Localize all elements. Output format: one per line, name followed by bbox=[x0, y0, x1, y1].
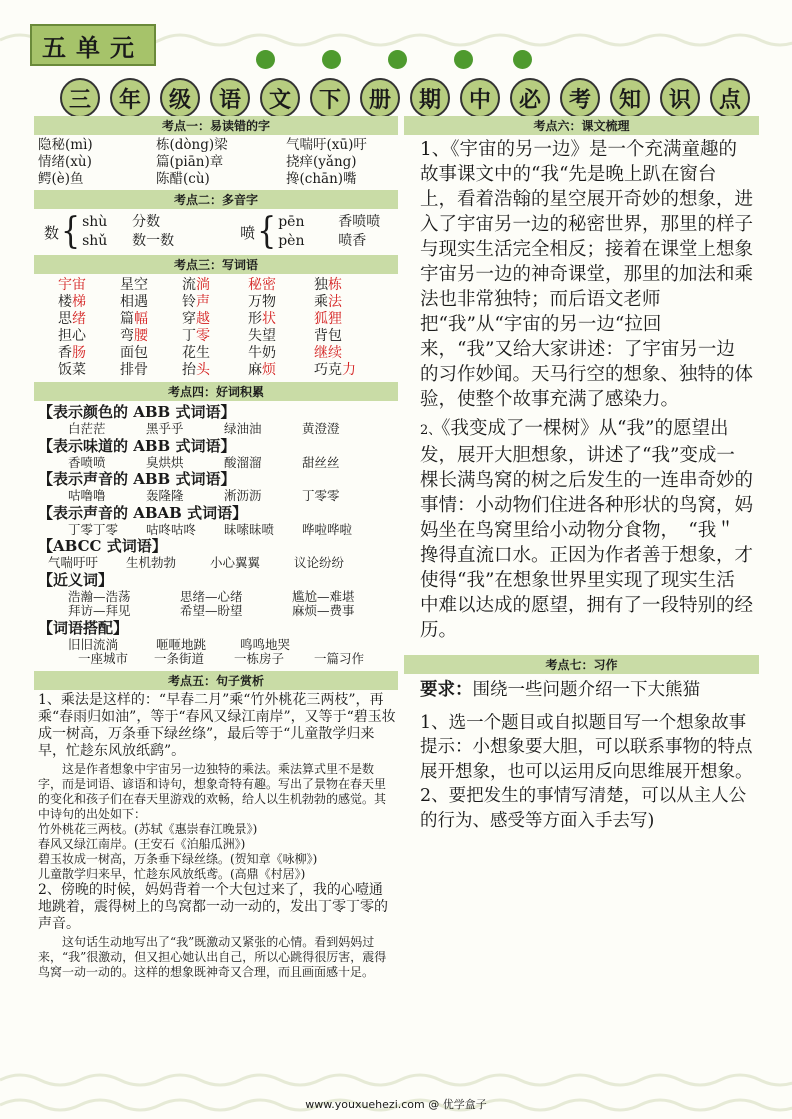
requirement-label: 要求： bbox=[420, 680, 473, 700]
list-item: 丁零零 bbox=[302, 488, 340, 503]
paragraph-number: 2、 bbox=[420, 423, 442, 438]
vocabulary-block bbox=[34, 401, 398, 669]
word-cell: 相遇 bbox=[120, 294, 148, 310]
list-item: 鳄(è)鱼 bbox=[38, 171, 84, 187]
pronunciation-list bbox=[34, 135, 398, 190]
word-cell: 继续 bbox=[314, 345, 342, 361]
word: 数一数 bbox=[132, 233, 175, 249]
quote-line: 竹外桃花三两枝。(苏轼《惠崇春江晚景》) bbox=[38, 821, 258, 836]
unit-tag: 五单元 bbox=[30, 24, 156, 66]
dot-icon bbox=[454, 50, 473, 69]
word-cell: 背包 bbox=[314, 328, 342, 344]
brace-icon: { bbox=[61, 210, 81, 253]
list-item: 隐秘(mì) bbox=[38, 137, 93, 153]
polyphone-char: 喷 bbox=[240, 223, 256, 242]
category-title: 【表示声音的 ABAB 式词语】 bbox=[38, 503, 248, 522]
quote-line: 碧玉妆成一树高，万条垂下绿丝绦。(贺知章《咏柳》) bbox=[38, 851, 318, 866]
word-cell: 形状 bbox=[248, 311, 276, 327]
section-heading: 考点一：易读错的字 bbox=[34, 116, 398, 135]
word-cell: 牛奶 bbox=[248, 345, 276, 361]
list-item: 鸣鸣地哭 bbox=[240, 636, 291, 652]
quote-line: 儿童散学归来早，忙趁东风放纸鸢。(高鼎《村居》) bbox=[38, 866, 306, 881]
word-cell: 穿越 bbox=[182, 311, 210, 327]
section-heading: 考点五：句子赏析 bbox=[34, 671, 398, 690]
paragraph: 2、要把发生的事情写清楚，可以从主人公的行为、感受等方面入手去写) bbox=[420, 786, 747, 831]
list-item: 气喘吁(xū)吁 bbox=[286, 137, 367, 153]
word-cell: 丁零 bbox=[182, 328, 210, 344]
list-item: 咂咂地跳 bbox=[156, 636, 207, 652]
polyphone-char: 数 bbox=[44, 223, 60, 242]
section-heading: 考点三：写词语 bbox=[34, 255, 398, 274]
footer: www.youxuehezi.com @ 优学盒子 bbox=[305, 1098, 487, 1111]
requirement bbox=[420, 678, 753, 703]
list-item: 挠痒(yǎng) bbox=[286, 154, 357, 170]
word-cell: 麻烦 bbox=[248, 362, 276, 378]
list-item: 旧旧流淌 bbox=[68, 636, 119, 652]
section-heading: 考点四：好词积累 bbox=[34, 382, 398, 401]
list-item: 思绪—心绪 bbox=[180, 588, 243, 604]
category-title: 【表示颜色的 ABB 式词语】 bbox=[38, 403, 236, 421]
title-char: 下 bbox=[310, 78, 350, 118]
list-item: 浩瀚—浩荡 bbox=[68, 588, 131, 604]
list-item: 篇(piān)章 bbox=[156, 154, 224, 170]
pinyin: shǔ bbox=[82, 233, 108, 249]
word-cell: 饭菜 bbox=[58, 362, 86, 378]
list-item: 昧嗦昧喷 bbox=[224, 521, 275, 537]
paragraph: 2、傍晚的时候，妈妈背着一个大包过来了，我的心噎通地跳着，震得树上的鸟窝都一动一动的，发出丁零丁零的声音。 bbox=[38, 881, 388, 932]
word-cell: 楼梯 bbox=[58, 294, 86, 310]
paragraph: 这句话生动地写出了“我”既激动又紧张的心情。看到妈妈过来，“我”很激动，但又担心她认出自己，所以心跳得很厉害，震得鸟窝一动一动的。这样的想象既神奇又合理，而且画面感十足。 bbox=[38, 934, 387, 979]
paragraph: 这是作者想象中宇宙另一边独特的乘法。乘法算式里不是数字，而是词语、谚语和诗句，想象奇特有趣。写出了景物在春天里的变化和孩子们在春天里游戏的欢畅，给人以生机勃勃的感觉。其中诗句的出处如下： bbox=[38, 761, 387, 821]
dot-icon bbox=[322, 50, 341, 69]
composition-block bbox=[404, 674, 759, 833]
list-item: 麻烦—费事 bbox=[292, 603, 355, 618]
word: 喷香 bbox=[338, 233, 367, 249]
title-char: 年 bbox=[110, 78, 150, 118]
pinyin: shù bbox=[82, 214, 108, 230]
word-cell: 篇幅 bbox=[120, 311, 148, 327]
section-heading: 考点六：课文梳理 bbox=[404, 116, 759, 135]
list-item: 一座城市 bbox=[78, 651, 129, 666]
category-title: 【ABCC 式词语】 bbox=[38, 537, 167, 555]
list-item: 小心翼翼 bbox=[210, 555, 261, 570]
text-summary bbox=[404, 135, 759, 643]
title-char: 识 bbox=[660, 78, 700, 118]
word-cell: 独栋 bbox=[314, 277, 342, 293]
title-char: 点 bbox=[710, 78, 750, 118]
polyphone-block bbox=[34, 209, 398, 255]
right-column bbox=[404, 116, 759, 833]
quote-line: 春风又绿江南岸。(王安石《泊船瓜洲》) bbox=[38, 836, 246, 851]
word: 分数 bbox=[132, 214, 161, 230]
list-item: 黑乎乎 bbox=[146, 421, 184, 436]
list-item: 搀(chān)嘴 bbox=[286, 171, 357, 187]
category-title: 【表示声音的 ABB 式词语】 bbox=[38, 470, 236, 488]
decorative-dots bbox=[256, 50, 536, 70]
list-item: 一栋房子 bbox=[234, 651, 285, 666]
paragraph: 1、《宇宙的另一边》是一个充满童趣的故事课文中的“我“先是晚上趴在窗台上，看着浩翰的星空展开奇妙的想象，进入了宇宙另一边的秘密世界，那里的样子与现实生活完全相反；接着在课堂上想象宇宙另一边的神奇课堂，那里的加法和乘法也非常独特；而后语文老师把“我”从“宇宙的另一边“拉回来，“我”又给大家讲述：了宇宙另一边的习作妙闻。天马行空的想象、独特的体验，使整个故事充满了感染力。 bbox=[420, 139, 754, 410]
word-cell: 香肠 bbox=[58, 345, 86, 361]
list-item: 希望—盼望 bbox=[180, 603, 243, 618]
title-char: 考 bbox=[560, 78, 600, 118]
section-heading: 考点二：多音字 bbox=[34, 190, 398, 209]
dot-icon bbox=[513, 50, 532, 69]
left-column bbox=[34, 116, 398, 980]
title-char: 期 bbox=[410, 78, 450, 118]
list-item: 臭烘烘 bbox=[146, 454, 184, 470]
section-heading: 考点七：习作 bbox=[404, 655, 759, 674]
list-item: 尴尬—难堪 bbox=[292, 588, 355, 604]
sentence-analysis bbox=[34, 690, 398, 980]
word-cell: 担心 bbox=[58, 328, 86, 344]
list-item: 香喷喷 bbox=[68, 454, 106, 470]
list-item: 情绪(xù) bbox=[38, 154, 92, 170]
pinyin: pèn bbox=[278, 233, 305, 249]
list-item: 咕噜噜 bbox=[68, 488, 106, 503]
list-item: 淅沥沥 bbox=[224, 488, 262, 503]
list-item: 酸溜溜 bbox=[224, 454, 262, 470]
word-cell: 乘法 bbox=[314, 294, 342, 310]
word-writing-grid bbox=[34, 274, 398, 382]
list-item: 栋(dòng)梁 bbox=[156, 137, 228, 153]
pinyin: pēn bbox=[278, 214, 305, 230]
list-item: 拜访—拜见 bbox=[68, 603, 131, 618]
word-cell: 弯腰 bbox=[120, 328, 148, 344]
word-cell: 秘密 bbox=[248, 277, 276, 293]
word-cell: 抬头 bbox=[182, 362, 210, 378]
brace-icon: { bbox=[257, 210, 277, 253]
word-cell: 巧克力 bbox=[314, 362, 356, 378]
word-cell: 铃声 bbox=[182, 294, 210, 310]
category-title: 【表示味道的 ABB 式词语】 bbox=[38, 436, 236, 455]
list-item: 绿油油 bbox=[224, 421, 262, 436]
paragraph: 1、乘法是这样的：“早春二月”乘“竹外桃花三两枝”，再乘“春雨归如油”，等于“春风又绿江南岸”，又等于“碧玉妆成一树高，万条垂下绿丝绦”，最后等于“儿童散学归来早，忙趁东风放纸鹞”。 bbox=[38, 691, 396, 759]
word-cell: 狐狸 bbox=[314, 311, 342, 327]
list-item: 咕咚咕咚 bbox=[146, 521, 197, 537]
list-item: 白茫茫 bbox=[68, 421, 106, 436]
list-item: 轰隆隆 bbox=[146, 488, 184, 503]
title-char: 册 bbox=[360, 78, 400, 118]
dot-icon bbox=[256, 50, 275, 69]
list-item: 黄澄澄 bbox=[302, 421, 340, 436]
word-cell: 失望 bbox=[248, 328, 276, 344]
requirement-text: 围绕一些问题介绍一下大熊猫 bbox=[472, 680, 700, 700]
list-item: 哗啦哗啦 bbox=[302, 521, 353, 537]
word-cell: 花生 bbox=[182, 345, 210, 361]
list-item: 陈醋(cù) bbox=[156, 171, 210, 187]
list-item: 一条街道 bbox=[154, 651, 205, 666]
title-char: 语 bbox=[210, 78, 250, 118]
word-cell: 思绪 bbox=[58, 311, 86, 327]
word-cell: 星空 bbox=[120, 277, 148, 293]
category-title: 【近义词】 bbox=[38, 570, 114, 589]
paragraph-text: 《我变成了一棵树》从“我”的愿望出发，展开大胆想象，讲述了“我”变成一棵长满鸟窝的树之后发生的一连串奇妙的事情：小动物们住进各种形状的鸟窝，妈妈坐在鸟窝里给小动物分食物， “我＂搀得直流口水。正因为作者善于想象，才使得“我”在想象世界里实现了现实生活中难以达成的愿望，拥有了一段特别的经历。 bbox=[420, 418, 754, 641]
list-item: 一篇习作 bbox=[314, 651, 365, 666]
list-item: 生机勃勃 bbox=[126, 555, 177, 570]
word-cell: 流淌 bbox=[182, 277, 210, 293]
list-item: 甜丝丝 bbox=[302, 454, 340, 470]
title-char: 文 bbox=[260, 78, 300, 118]
list-item: 丁零丁零 bbox=[68, 521, 119, 537]
list-item: 议论纷纷 bbox=[294, 555, 345, 570]
list-item: 气喘吁吁 bbox=[48, 555, 99, 570]
paragraph: 1、选一个题目或自拟题目写一个想象故事提示：小想象要大胆，可以联系事物的特点展开想象，也可以运用反向思维展开想象。 bbox=[420, 712, 753, 782]
title-char: 三 bbox=[60, 78, 100, 118]
title-char: 知 bbox=[610, 78, 650, 118]
word-cell: 万物 bbox=[248, 294, 276, 310]
title-char: 级 bbox=[160, 78, 200, 118]
word-cell: 宇宙 bbox=[58, 277, 86, 293]
paragraph bbox=[420, 416, 753, 643]
category-title: 【词语搭配】 bbox=[38, 618, 129, 637]
word-cell: 面包 bbox=[120, 345, 148, 361]
title-char: 必 bbox=[510, 78, 550, 118]
title-char: 中 bbox=[460, 78, 500, 118]
dot-icon bbox=[388, 50, 407, 69]
word: 香喷喷 bbox=[338, 214, 381, 230]
word-cell: 排骨 bbox=[120, 362, 148, 378]
